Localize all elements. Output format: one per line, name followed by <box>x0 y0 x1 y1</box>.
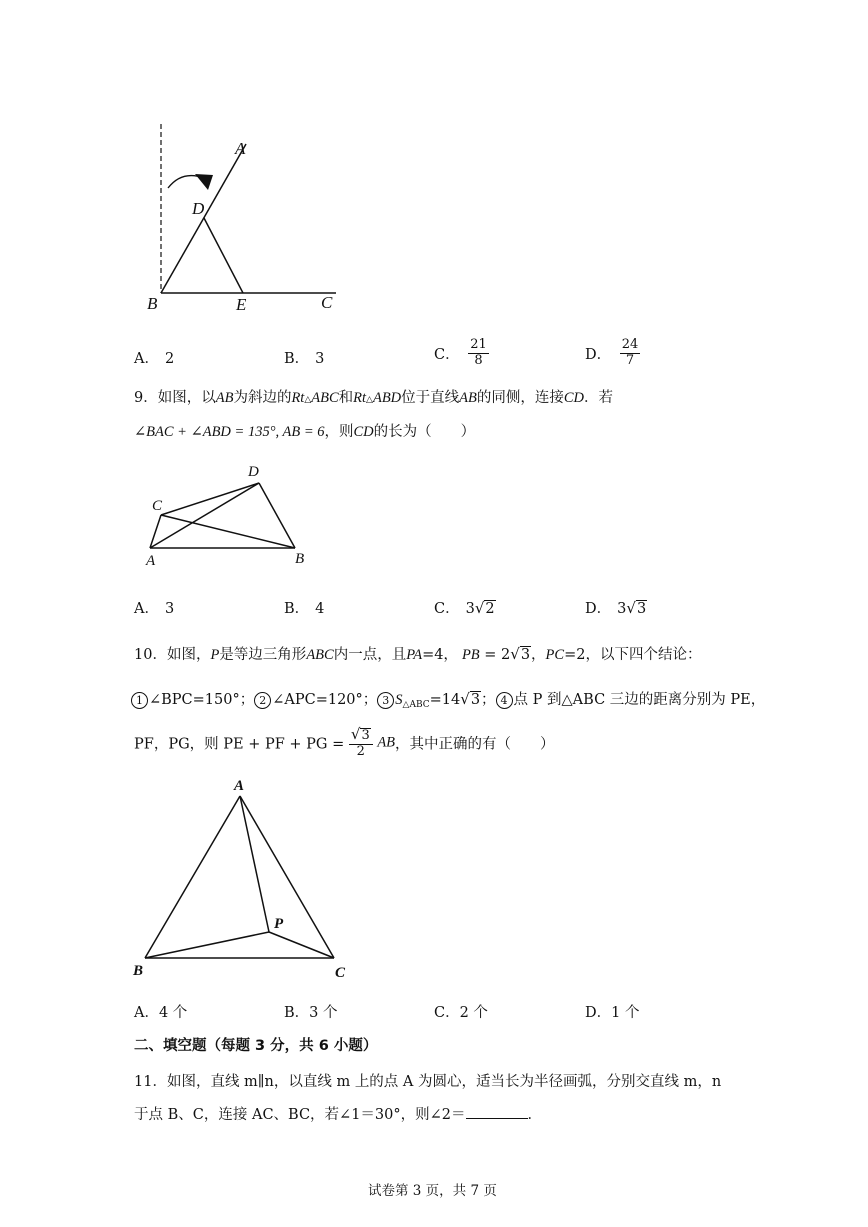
math: PA <box>406 647 423 663</box>
math: S <box>395 692 403 708</box>
q8-label-e: E <box>236 295 247 314</box>
q9-line-cd <box>161 483 259 515</box>
fraction <box>349 726 373 760</box>
math: CD <box>563 390 585 406</box>
math: ABC <box>306 647 334 663</box>
circled-number: 4 <box>496 692 513 709</box>
q9-option-c <box>434 597 496 618</box>
page-footer: 试卷第 3 页，共 7 页 <box>368 1183 497 1199</box>
circled-number: 3 <box>377 692 394 709</box>
q9-label-b: B <box>295 551 305 567</box>
conclusion-2: ∠APC=120°； <box>272 692 378 708</box>
radicand: 3 <box>361 728 370 743</box>
math: Rt <box>353 390 367 406</box>
math: =14 <box>429 692 461 708</box>
q11-stem-line1: 11．如图，直线 m∥n，以直线 m 上的点 A 为圆心，适当长为半径画弧，分别交直线 m，n <box>134 1074 722 1090</box>
q10-option-c: C．2 个 <box>434 1005 488 1021</box>
math: PF，PG，则 PE + PF + PG = <box>134 736 345 753</box>
q8-label-a: A <box>235 139 246 158</box>
q10-line-ac <box>240 796 334 958</box>
q10-option-b: B．3 个 <box>284 1005 338 1021</box>
option-label: C． <box>434 346 460 363</box>
math: ∠BAC + ∠ABD = 135°, AB = 6 <box>134 424 325 440</box>
numerator: 24 <box>621 337 639 352</box>
option-label: C． <box>434 601 460 617</box>
denominator: 8 <box>474 352 483 368</box>
sqrt-sign: √ <box>460 690 470 708</box>
q9-label-c: C <box>152 498 163 514</box>
math: = 2 <box>479 647 511 663</box>
q10-option-a: A．4 个 <box>134 1005 188 1021</box>
math: PB <box>461 647 480 663</box>
q9-line-cb <box>161 515 295 548</box>
q11-stem-line2 <box>134 1103 542 1124</box>
radicand: 3 <box>636 601 647 617</box>
q8-option-c <box>434 338 489 369</box>
denominator: 7 <box>625 352 635 368</box>
math: ABC <box>311 390 339 406</box>
text: 9．如图，以 <box>134 390 216 406</box>
option-value: 3 <box>315 351 325 367</box>
text: ． <box>527 1107 543 1123</box>
math: CD <box>353 424 374 440</box>
math: △ <box>304 395 312 405</box>
q10-label-a: A <box>234 778 245 794</box>
radicand: 3 <box>520 647 531 663</box>
radicand: 3 <box>470 692 481 708</box>
text: 的同侧，连接 <box>476 390 564 406</box>
option-value: 4 <box>315 601 325 617</box>
text: ，则 <box>324 424 354 440</box>
q8-label-d: D <box>192 199 205 218</box>
option-label: D． <box>585 601 612 617</box>
text: ，其中正确的有（ ） <box>395 736 555 753</box>
q10-label-p: P <box>274 916 284 932</box>
math: 3 <box>465 601 475 617</box>
q10-option-d: D．1 个 <box>585 1005 640 1021</box>
option-label: B． <box>284 601 310 617</box>
q8-option-b <box>284 347 324 368</box>
option-label: B． <box>284 351 310 367</box>
q10-label-b: B <box>133 963 144 979</box>
text: 于点 B、C，连接 AC、BC，若∠1＝30°，则∠2＝ <box>134 1107 466 1123</box>
text: 是等边三角形 <box>219 647 307 663</box>
q8-arrowhead <box>195 174 213 190</box>
q9-label-d: D <box>248 464 259 480</box>
denominator: 2 <box>356 743 365 759</box>
q10-line-bp <box>145 932 269 958</box>
q9-figure <box>140 458 320 570</box>
math: Rt <box>291 390 305 406</box>
sqrt-sign: √ <box>626 599 636 617</box>
q8-option-d <box>585 338 640 369</box>
text: =2，以下四个结论： <box>564 647 702 663</box>
text: =4， <box>422 647 458 663</box>
radicand: 2 <box>485 601 495 617</box>
text: 的长为（ ） <box>373 424 476 440</box>
numerator: √3 <box>349 726 373 745</box>
text: ．若 <box>584 390 614 406</box>
text: 和 <box>338 390 354 406</box>
section-heading: 二、填空题（每题 3 分，共 6 小题） <box>134 1038 378 1054</box>
math-subscript: △ABC <box>402 700 430 710</box>
q9-stem-line2 <box>134 420 475 441</box>
q8-line-de <box>204 218 243 293</box>
text: 位于直线 <box>401 390 460 406</box>
option-label: A． <box>134 601 159 617</box>
q8-label-c: C <box>321 293 333 312</box>
q10-line-cp <box>269 932 334 958</box>
q9-option-d <box>585 597 647 618</box>
q8-label-b: B <box>147 294 158 313</box>
math: 3 <box>617 601 627 617</box>
q10-stem-line3 <box>134 726 555 760</box>
option-label: D． <box>585 346 612 363</box>
fraction <box>620 338 641 369</box>
sqrt-sign: √ <box>510 645 520 663</box>
circled-number: 2 <box>254 692 271 709</box>
option-label: A． <box>134 351 159 367</box>
q10-stem-line1 <box>134 643 701 664</box>
text: ； <box>481 692 496 708</box>
math: △ <box>366 395 373 405</box>
circled-number: 1 <box>131 692 148 709</box>
math: P <box>210 647 220 663</box>
option-value: 2 <box>164 351 175 367</box>
q10-line-ap <box>240 796 269 932</box>
math: PC <box>545 647 565 663</box>
answer-blank[interactable] <box>466 1106 528 1119</box>
conclusion-1: ∠BPC=150°； <box>149 692 255 708</box>
q10-stem-line2 <box>131 688 765 710</box>
math: AB <box>215 390 234 406</box>
conclusion-4: 点 P 到△ABC 三边的距离分别为 PE， <box>513 692 766 708</box>
math: ABD <box>372 390 402 406</box>
text: 10．如图， <box>134 647 211 663</box>
math: AB <box>377 734 396 751</box>
numerator: 21 <box>470 337 487 352</box>
q9-option-b <box>284 597 324 618</box>
fraction <box>468 338 489 369</box>
text: ， <box>531 647 546 663</box>
q10-line-ab <box>145 796 240 958</box>
option-value: 3 <box>164 601 175 617</box>
q10-figure <box>128 772 358 982</box>
text: 内一点，且 <box>333 647 407 663</box>
q10-label-c: C <box>335 965 346 981</box>
text: 为斜边的 <box>233 390 292 406</box>
q8-figure <box>140 118 360 318</box>
q9-stem-line1 <box>134 386 613 407</box>
q9-option-a <box>134 597 174 618</box>
q9-line-ad <box>150 483 259 548</box>
q9-line-db <box>259 483 295 548</box>
q8-option-a <box>134 347 174 368</box>
sqrt-sign: √ <box>474 599 485 617</box>
q9-label-a: A <box>146 553 156 569</box>
math: AB <box>459 390 477 406</box>
